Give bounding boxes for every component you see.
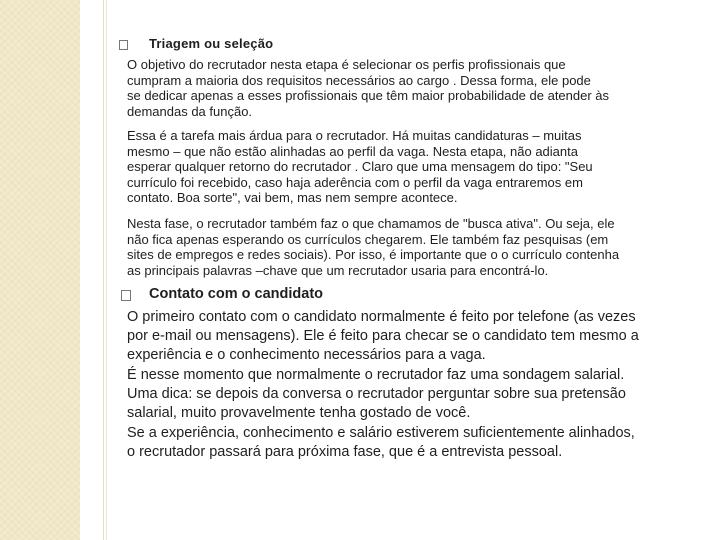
text-line: salarial, muito provavelmente tenha gostado de você. (127, 404, 471, 421)
paragraph-sondagem-salarial (127, 366, 626, 422)
decorative-side-panel (0, 0, 80, 540)
decorative-divider-line (103, 0, 104, 540)
paragraph-objetivo (127, 57, 609, 119)
text-line: demandas da função. (127, 103, 253, 119)
text-line: É nesse momento que normalmente o recrutador faz uma sondagem salarial. (127, 367, 625, 383)
paragraph-primeiro-contato (127, 308, 639, 364)
text-line: não fica apenas esperando os currículos chegarem. Ele também faz pesquisas (em (127, 231, 609, 247)
text-line: contato. Boa sorte", vai bem, mas nem sempre acontece. (127, 190, 458, 206)
text-line: experiência e o conhecimento necessários para a vaga. (127, 346, 486, 363)
text-line: Se a experiência, conhecimento e salário estiverem suficientemente alinhados, (127, 425, 635, 441)
decorative-divider-line (106, 0, 107, 540)
text-line: currículo foi recebido, caso haja aderência com o perfil da vaga entraremos em (127, 174, 583, 190)
text-line: por e-mail ou mensagens). Ele é feito para checar se o candidato tem mesmo a (127, 327, 639, 344)
text-line: Uma dica: se depois da conversa o recrutador perguntar sobre sua pretensão (127, 385, 626, 402)
text-line: as principais palavras –chave que um recrutador usaria para encontrá-lo. (127, 262, 549, 278)
text-line: mesmo – que não estão alinhadas ao perfil da vaga. Nesta etapa, não adianta (127, 143, 578, 159)
text-line: Essa é a tarefa mais árdua para o recrutador. Há muitas candidaturas – muitas (127, 128, 582, 143)
section-heading-triagem: Triagem ou seleção (149, 36, 274, 51)
text-line: cumpram a maioria dos requisitos necessários ao cargo . Dessa forma, ele pode (127, 72, 591, 88)
paragraph-proxima-fase (127, 424, 635, 462)
text-line: O objetivo do recrutador nesta etapa é selecionar os perfis profissionais que (127, 57, 566, 72)
text-line: sites de empregos e redes sociais). Por isso, é importante que o o currículo contenha (127, 247, 620, 263)
text-line: se dedicar apenas a esses profissionais que têm maior probabilidade de atender às (127, 88, 610, 104)
text-line: o recrutador passará para próxima fase, que é a entrevista pessoal. (127, 443, 563, 460)
paragraph-tarefa-ardua (127, 128, 593, 206)
text-line: Nesta fase, o recrutador também faz o que chamamos de "busca ativa". Ou seja, ele (127, 216, 615, 231)
square-bullet-icon (119, 40, 128, 50)
paragraph-busca-ativa (127, 216, 619, 278)
section-heading-contato: Contato com o candidato (149, 286, 323, 302)
text-line: esperar qualquer retorno do recrutador . Claro que uma mensagem do tipo: "Seu (127, 159, 593, 175)
text-line: O primeiro contato com o candidato normalmente é feito por telefone (as vezes (127, 309, 636, 325)
square-bullet-icon (121, 290, 131, 301)
